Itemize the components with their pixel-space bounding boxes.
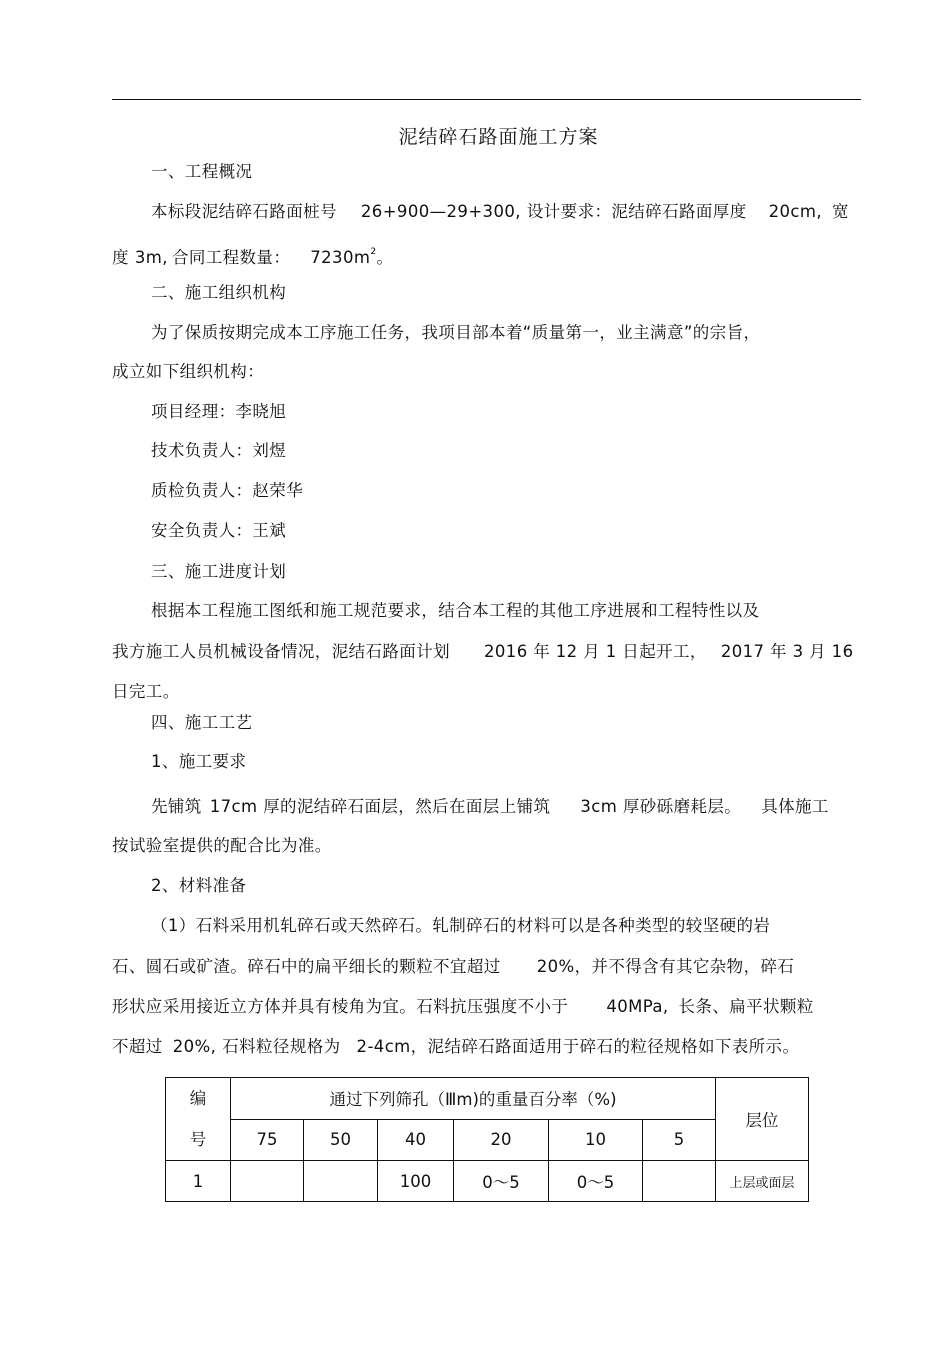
table-sieve-header: 通过下列筛孔（Ⅲm)的重量百分率（%) bbox=[231, 1078, 716, 1120]
text: 石料粒径规格为 bbox=[222, 1037, 341, 1056]
table-cell: 0～5 bbox=[549, 1161, 643, 1202]
section-2-para-2: 成立如下组织机构： bbox=[112, 362, 265, 381]
text: 石、圆石或矿渣。碎石中的扁平细长的颗粒不宜超过 bbox=[112, 957, 501, 976]
text: 设计要求：泥结碎石路面厚度 bbox=[526, 202, 747, 221]
text: 号 bbox=[189, 1130, 207, 1149]
text: 编 bbox=[189, 1089, 207, 1108]
text: 20%，并不得含有其它杂物，碎石 bbox=[536, 957, 795, 976]
text: 2-4cm，泥结碎石路面适用于碎石的粒径规格如下表所示。 bbox=[356, 1037, 800, 1056]
text: 2016 年 12 月 1 日起开工， bbox=[484, 642, 707, 661]
text: 我方施工人员机械设备情况，泥结石路面计划 bbox=[112, 642, 450, 661]
text: 先铺筑 bbox=[151, 797, 202, 816]
section-1-line-1 bbox=[151, 201, 849, 223]
subsection-2-heading: 2、材料准备 bbox=[151, 876, 247, 895]
table-sieve-size: 20 bbox=[454, 1119, 549, 1161]
table-sieve-size: 10 bbox=[549, 1119, 643, 1161]
requirements-line-2: 按试验室提供的配合比为准。 bbox=[112, 836, 332, 855]
doc-title: 泥结碎石路面施工方案 bbox=[398, 126, 599, 148]
table-cell bbox=[231, 1161, 304, 1202]
section-1-line-2 bbox=[112, 241, 393, 269]
section-2-heading: 二、施工组织机构 bbox=[151, 283, 287, 302]
text: 本标段泥结碎石路面桩号 bbox=[151, 202, 337, 221]
table-cell-layer: 上层或面层 bbox=[716, 1161, 809, 1202]
text: 3m, bbox=[134, 248, 168, 267]
table-row bbox=[166, 1161, 809, 1202]
materials-line-1: （1）石料采用机轧碎石或天然碎石。轧制碎石的材料可以是各种类型的较坚硬的岩 bbox=[151, 916, 771, 935]
text: 长条、扁平状颗粒 bbox=[678, 997, 814, 1016]
text: 具体施工 bbox=[761, 797, 829, 816]
text: 40MPa, bbox=[606, 997, 669, 1016]
superscript: 2 bbox=[370, 247, 377, 257]
text: 2017 年 3 月 16 bbox=[720, 642, 854, 661]
materials-line-2 bbox=[112, 956, 794, 978]
project-manager: 项目经理：李晓旭 bbox=[151, 402, 287, 421]
text: 20cm, bbox=[768, 202, 822, 221]
text: 3cm 厚砂砾磨耗层。 bbox=[580, 797, 742, 816]
materials-line-4 bbox=[112, 1036, 799, 1058]
text: 宽 bbox=[831, 202, 849, 221]
text: 26+900—29+300, bbox=[360, 202, 521, 221]
table-sieve-size: 75 bbox=[231, 1119, 304, 1161]
section-2-para-1: 为了保质按期完成本工序施工任务，我项目部本着“质量第一，业主满意”的宗旨， bbox=[151, 323, 761, 342]
table-number-header bbox=[166, 1078, 231, 1161]
text: 7230m bbox=[310, 248, 371, 267]
section-3-heading: 三、施工进度计划 bbox=[151, 562, 287, 581]
table-cell: 0～5 bbox=[454, 1161, 549, 1202]
subsection-1-heading: 1、施工要求 bbox=[151, 752, 247, 771]
qc-lead: 质检负责人：赵荣华 bbox=[151, 481, 304, 500]
section-3-para-1: 根据本工程施工图纸和施工规范要求，结合本工程的其他工序进展和工程特性以及 bbox=[151, 601, 760, 620]
table-layer-header: 层位 bbox=[716, 1078, 809, 1161]
section-3-para-2 bbox=[112, 641, 853, 663]
text: 合同工程数量： bbox=[171, 248, 291, 267]
section-1-heading: 一、工程概况 bbox=[151, 162, 253, 181]
table-sieve-size: 40 bbox=[378, 1119, 454, 1161]
table-cell bbox=[304, 1161, 378, 1202]
tech-lead: 技术负责人：刘煜 bbox=[151, 441, 287, 460]
text: 20%, bbox=[172, 1037, 217, 1056]
text: 度 bbox=[112, 248, 129, 267]
section-3-para-3: 日完工。 bbox=[112, 682, 180, 701]
materials-line-3 bbox=[112, 996, 814, 1018]
top-rule bbox=[112, 99, 861, 100]
text: 形状应采用接近立方体并具有棱角为宜。石料抗压强度不小于 bbox=[112, 997, 569, 1016]
table-cell bbox=[643, 1161, 716, 1202]
text: 。 bbox=[376, 248, 394, 267]
table-cell-id: 1 bbox=[166, 1161, 231, 1202]
gradation-table bbox=[165, 1077, 809, 1202]
text: 不超过 bbox=[112, 1037, 163, 1056]
table-sieve-size: 50 bbox=[304, 1119, 378, 1161]
safety-lead: 安全负责人：王斌 bbox=[151, 521, 287, 540]
table-sieve-size: 5 bbox=[643, 1119, 716, 1161]
text: 17cm 厚的泥结碎石面层，然后在面层上铺筑 bbox=[209, 797, 551, 816]
requirements-line-1 bbox=[151, 796, 829, 818]
section-4-heading: 四、施工工艺 bbox=[151, 713, 253, 732]
table-cell: 100 bbox=[378, 1161, 454, 1202]
